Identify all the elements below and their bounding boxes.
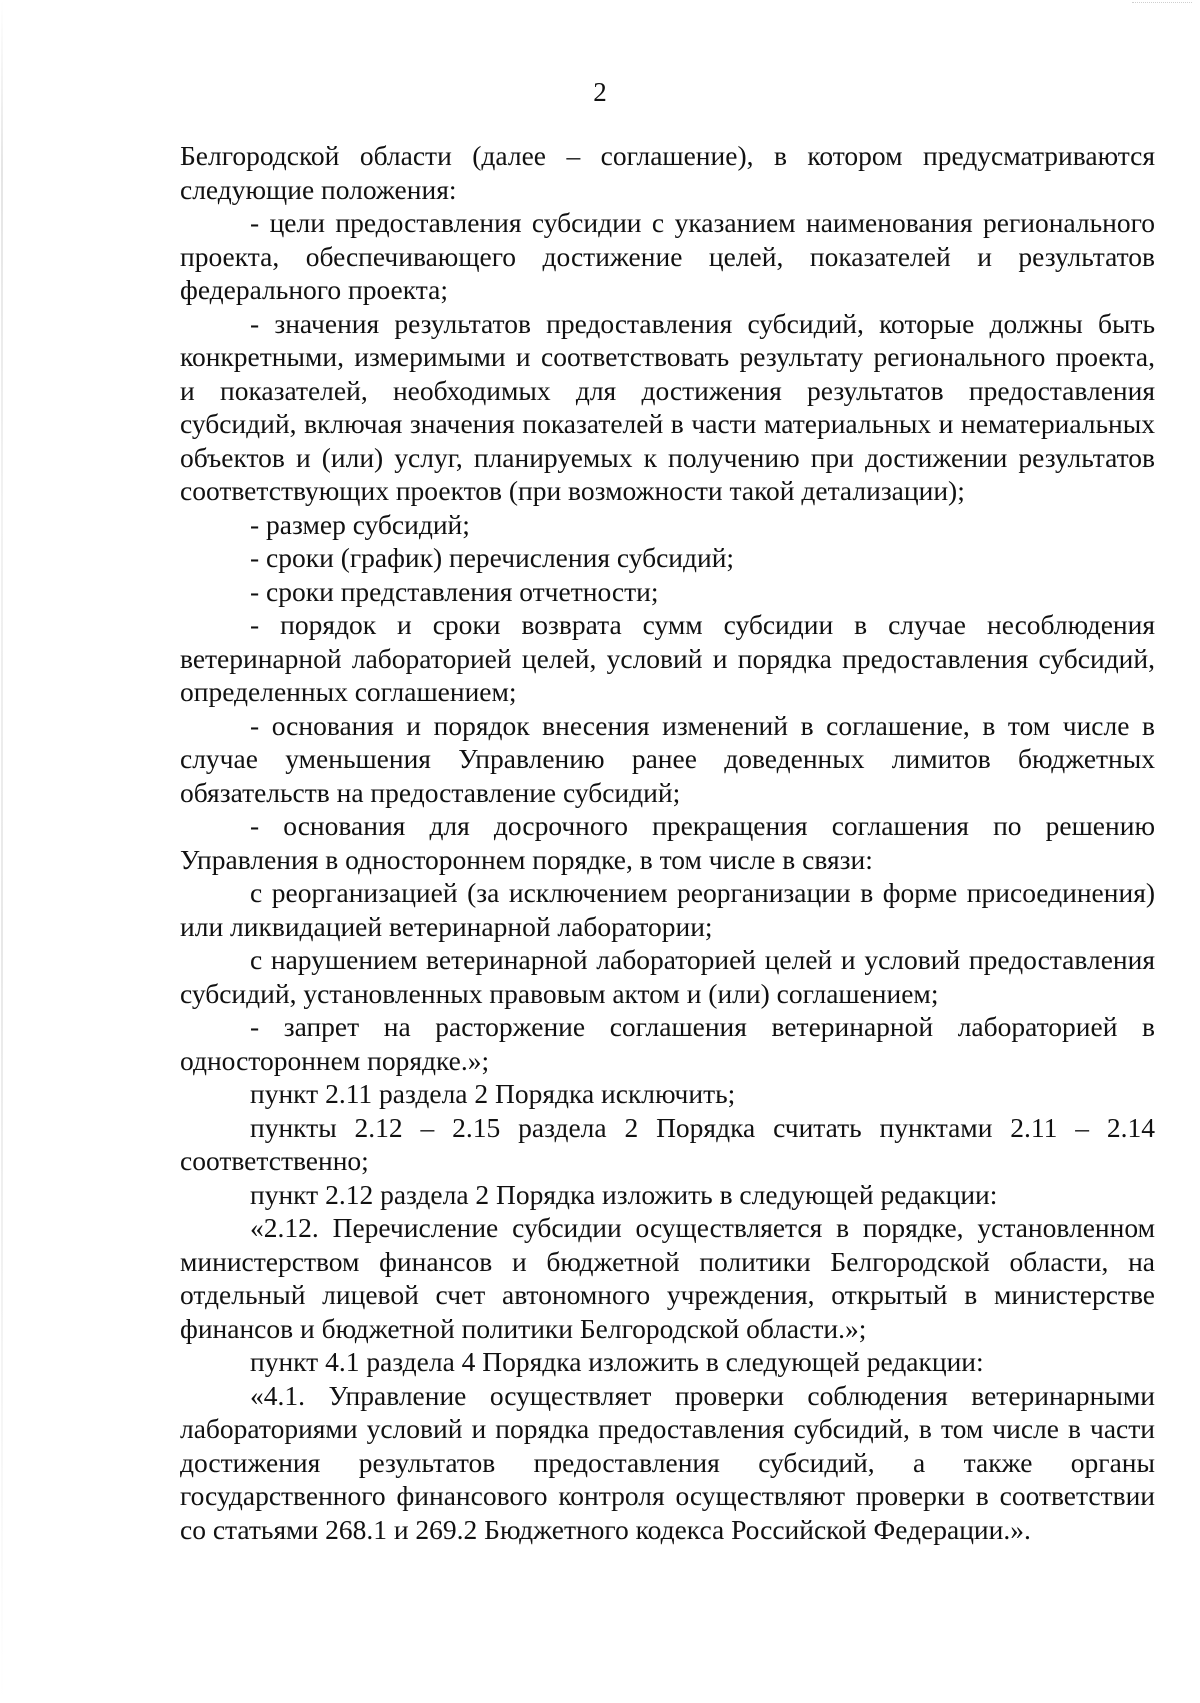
paragraph-8: - основания и порядок внесения изменений в соглашение, в том числе в случае уменьшения Управлению ранее доведенных лимитов бюджетных обязательств на предоставление субсидий; — [180, 709, 1155, 808]
scan-edge-mark — [1, 0, 3, 1703]
paragraph-4: - размер субсидий; — [250, 508, 470, 540]
paragraph-5: - сроки (график) перечисления субсидий; — [250, 542, 735, 573]
paragraph-16: «2.12. Перечисление субсидии осуществляется в порядке, установленном министерством финансов и бюджетной политики Белгородской области, на отдельный лицевой счет автономного учреждения, открытый в министерстве финансов и бюджетной политики Белгородской области.»; — [180, 1212, 1155, 1344]
paragraph-6: - сроки представления отчетности; — [250, 575, 659, 607]
paragraph-10: с реорганизацией (за исключением реорганизации в форме присоединения) или ликвидацией ветеринарной лаборатории; — [180, 877, 1155, 942]
paragraph-13: пункт 2.11 раздела 2 Порядка исключить; — [250, 1078, 736, 1109]
paragraph-3: - значения результатов предоставления субсидий, которые должны быть конкретными, измеримыми и соответствовать результату регионального проекта, и показателей, необходимых для достижения результатов предоставления субсидий, включая значения показателей в части материальных и нематериальных объектов и (или) услуг, планируемых к получению при достижении результатов соответствующих проектов (при возможности такой детализации); — [180, 307, 1155, 506]
page-number: 2 — [593, 77, 607, 107]
paragraph-17: пункт 4.1 раздела 4 Порядка изложить в следующей редакции: — [250, 1346, 984, 1377]
paragraph-14: пункты 2.12 – 2.15 раздела 2 Порядка считать пунктами 2.11 – 2.14 соответственно; — [180, 1111, 1155, 1176]
scan-corner-mark — [1132, 2, 1192, 5]
paragraph-15: пункт 2.12 раздела 2 Порядка изложить в следующей редакции: — [250, 1178, 998, 1210]
paragraph-11: с нарушением ветеринарной лабораторией целей и условий предоставления субсидий, установленных правовым актом и (или) соглашением; — [180, 944, 1155, 1009]
paragraph-7: - порядок и сроки возврата сумм субсидии в случае несоблюдения ветеринарной лабораторией целей, условий и порядка предоставления субсидий, определенных соглашением; — [180, 609, 1155, 707]
paragraph-1: Белгородской области (далее – соглашение), в котором предусматриваются следующие положения: — [180, 140, 1155, 205]
paragraph-12: - запрет на расторжение соглашения ветеринарной лабораторией в одностороннем порядке.»; — [180, 1011, 1155, 1076]
document-body — [180, 139, 1155, 1546]
paragraph-2: - цели предоставления субсидии с указанием наименования регионального проекта, обеспечивающего достижение целей, показателей и результатов федерального проекта; — [180, 207, 1155, 305]
paragraph-18: «4.1. Управление осуществляет проверки соблюдения ветеринарными лабораториями условий и порядка предоставления субсидий, в том числе в части достижения результатов предоставления субсидий, а также органы государственного финансового контроля осуществляют проверки в соответствии со статьями 268.1 и 269.2 Бюджетного кодекса Российской Федерации.». — [180, 1379, 1155, 1545]
paragraph-9: - основания для досрочного прекращения соглашения по решению Управления в одностороннем порядке, в том числе в связи: — [180, 810, 1155, 875]
